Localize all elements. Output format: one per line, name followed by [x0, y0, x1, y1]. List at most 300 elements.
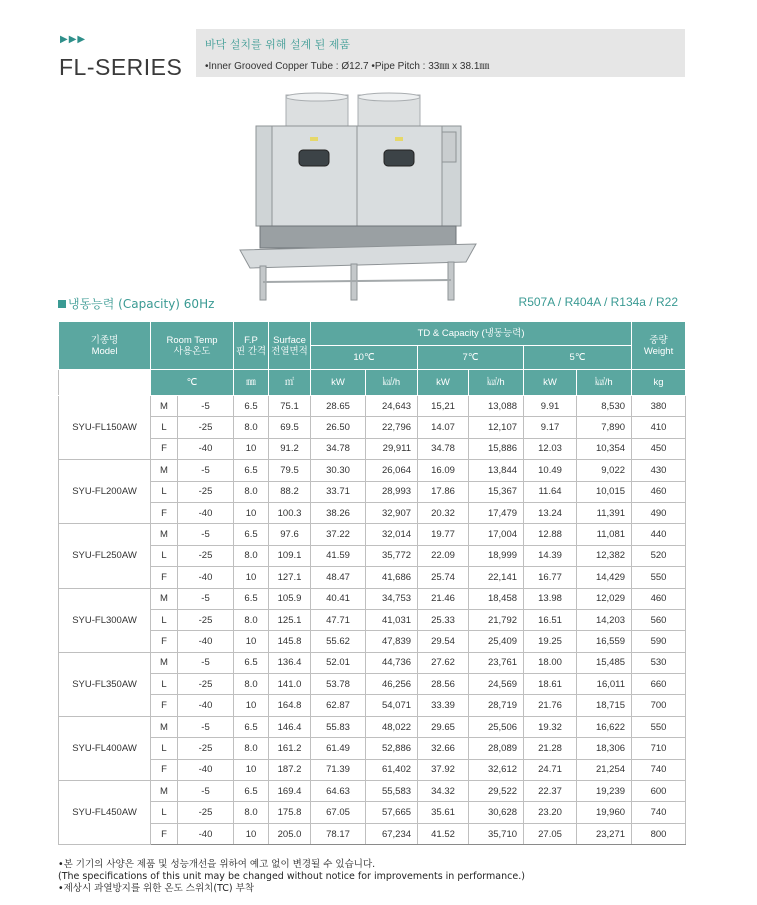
kw10-cell: 47.71 — [311, 609, 366, 630]
temp-cell: -5 — [178, 396, 234, 417]
model-name-cell: SYU-FL200AW — [59, 460, 151, 524]
sight-window-left — [299, 150, 329, 166]
series-title: FL-SERIES — [59, 54, 183, 80]
kw5-cell: 19.25 — [524, 631, 577, 652]
note-2: (The specifications of this unit may be changed without notice for improvements in performance.) — [58, 871, 525, 882]
kw5-cell: 14.39 — [524, 545, 577, 566]
weight-cell: 550 — [632, 567, 686, 588]
unit-kg: kg — [632, 370, 686, 396]
kw5-cell: 24.71 — [524, 759, 577, 780]
type-cell: F — [151, 438, 178, 459]
table-row — [59, 759, 686, 780]
kw7-cell: 34.32 — [418, 781, 469, 802]
temp-cell: -40 — [178, 759, 234, 780]
weight-cell: 530 — [632, 652, 686, 673]
footnotes — [58, 859, 525, 895]
kcal10-cell: 61,402 — [366, 759, 418, 780]
unit-mm: ㎜ — [234, 370, 269, 396]
kcal5-cell: 18,306 — [577, 738, 632, 759]
col-room-temp: Room Temp 사용온도 — [151, 322, 234, 370]
kw10-cell: 62.87 — [311, 695, 366, 716]
kw7-cell: 16.09 — [418, 460, 469, 481]
table-row — [59, 823, 686, 844]
surface-cell: 187.2 — [269, 759, 311, 780]
surface-cell: 100.3 — [269, 502, 311, 523]
unit-kw-5: kW — [524, 370, 577, 396]
weight-cell: 460 — [632, 481, 686, 502]
kcal5-cell: 11,081 — [577, 524, 632, 545]
kw5-cell: 12.03 — [524, 438, 577, 459]
kcal10-cell: 28,993 — [366, 481, 418, 502]
kw5-cell: 11.64 — [524, 481, 577, 502]
kcal5-cell: 8,530 — [577, 396, 632, 417]
col-surface: Surface 전열면적 — [269, 322, 311, 370]
unit-m2: ㎡ — [269, 370, 311, 396]
type-cell: F — [151, 695, 178, 716]
temp-cell: -5 — [178, 781, 234, 802]
col-td-capacity: TD & Capacity (냉동능력) — [311, 322, 632, 346]
type-cell: L — [151, 738, 178, 759]
kw7-cell: 14.07 — [418, 417, 469, 438]
unit-kw-7: kW — [418, 370, 469, 396]
temp-cell: -40 — [178, 631, 234, 652]
weight-cell: 740 — [632, 759, 686, 780]
kcal5-cell: 19,239 — [577, 781, 632, 802]
kcal10-cell: 41,031 — [366, 609, 418, 630]
note-3: •제상시 과열방지를 위한 온도 스위치(TC) 부착 — [58, 883, 255, 894]
fp-cell: 8.0 — [234, 802, 269, 823]
model-name-cell: SYU-FL350AW — [59, 652, 151, 716]
kw5-cell: 12.88 — [524, 524, 577, 545]
kw5-cell: 16.77 — [524, 567, 577, 588]
surface-cell: 145.8 — [269, 631, 311, 652]
temp-cell: -25 — [178, 545, 234, 566]
fan-housing-right — [358, 93, 420, 131]
col-td10: 10℃ — [311, 346, 418, 370]
weight-cell: 440 — [632, 524, 686, 545]
kcal10-cell: 32,014 — [366, 524, 418, 545]
kw10-cell: 40.41 — [311, 588, 366, 609]
control-box — [442, 132, 456, 162]
kw5-cell: 9.17 — [524, 417, 577, 438]
kw10-cell: 78.17 — [311, 823, 366, 844]
kcal7-cell: 22,141 — [469, 567, 524, 588]
table-row — [59, 652, 686, 673]
kcal10-cell: 52,886 — [366, 738, 418, 759]
surface-cell: 164.8 — [269, 695, 311, 716]
fp-cell: 10 — [234, 567, 269, 588]
surface-cell: 127.1 — [269, 567, 311, 588]
kw7-cell: 25.74 — [418, 567, 469, 588]
kcal5-cell: 11,391 — [577, 502, 632, 523]
temp-cell: -25 — [178, 738, 234, 759]
kw7-cell: 34.78 — [418, 438, 469, 459]
table-row — [59, 545, 686, 566]
table-row — [59, 396, 686, 417]
kw10-cell: 67.05 — [311, 802, 366, 823]
kcal7-cell: 32,612 — [469, 759, 524, 780]
kcal5-cell: 9,022 — [577, 460, 632, 481]
unit-kcal-5: ㎉/h — [577, 370, 632, 396]
kw7-cell: 37.92 — [418, 759, 469, 780]
kw5-cell: 13.98 — [524, 588, 577, 609]
fp-cell: 8.0 — [234, 738, 269, 759]
temp-cell: -5 — [178, 460, 234, 481]
kw10-cell: 55.62 — [311, 631, 366, 652]
kcal5-cell: 21,254 — [577, 759, 632, 780]
kcal5-cell: 12,029 — [577, 588, 632, 609]
surface-cell: 161.2 — [269, 738, 311, 759]
kw5-cell: 22.37 — [524, 781, 577, 802]
kcal10-cell: 54,071 — [366, 695, 418, 716]
type-cell: F — [151, 631, 178, 652]
kw10-cell: 41.59 — [311, 545, 366, 566]
fp-cell: 8.0 — [234, 481, 269, 502]
col-weight: 중량 Weight — [632, 322, 686, 370]
unit-blank — [59, 370, 151, 396]
surface-cell: 205.0 — [269, 823, 311, 844]
kcal10-cell: 55,583 — [366, 781, 418, 802]
model-name-cell: SYU-FL450AW — [59, 781, 151, 845]
kw5-cell: 9.91 — [524, 396, 577, 417]
temp-cell: -5 — [178, 524, 234, 545]
kcal10-cell: 24,643 — [366, 396, 418, 417]
table-row — [59, 631, 686, 652]
kcal7-cell: 29,522 — [469, 781, 524, 802]
surface-cell: 146.4 — [269, 716, 311, 737]
kcal7-cell: 21,792 — [469, 609, 524, 630]
weight-cell: 460 — [632, 588, 686, 609]
kcal7-cell: 17,004 — [469, 524, 524, 545]
kw5-cell: 18.00 — [524, 652, 577, 673]
kw7-cell: 19.77 — [418, 524, 469, 545]
kw10-cell: 61.49 — [311, 738, 366, 759]
weight-cell: 560 — [632, 609, 686, 630]
kcal7-cell: 24,569 — [469, 674, 524, 695]
surface-cell: 97.6 — [269, 524, 311, 545]
kcal10-cell: 32,907 — [366, 502, 418, 523]
kw10-cell: 64.63 — [311, 781, 366, 802]
kw10-cell: 37.22 — [311, 524, 366, 545]
kw7-cell: 15,21 — [418, 396, 469, 417]
kw10-cell: 34.78 — [311, 438, 366, 459]
weight-cell: 600 — [632, 781, 686, 802]
fp-cell: 10 — [234, 695, 269, 716]
surface-cell: 136.4 — [269, 652, 311, 673]
type-cell: L — [151, 417, 178, 438]
weight-cell: 430 — [632, 460, 686, 481]
table-row — [59, 588, 686, 609]
type-cell: F — [151, 759, 178, 780]
type-cell: L — [151, 481, 178, 502]
type-cell: M — [151, 652, 178, 673]
kw10-cell: 53.78 — [311, 674, 366, 695]
kcal7-cell: 13,844 — [469, 460, 524, 481]
table-row — [59, 524, 686, 545]
note-1: •본 기기의 사양은 제품 및 성능개선을 위하여 예고 없이 변경될 수 있습니다. — [58, 859, 376, 870]
kcal7-cell: 18,458 — [469, 588, 524, 609]
type-cell: L — [151, 545, 178, 566]
type-cell: L — [151, 802, 178, 823]
temp-cell: -25 — [178, 481, 234, 502]
kcal5-cell: 19,960 — [577, 802, 632, 823]
kw5-cell: 16.51 — [524, 609, 577, 630]
kw10-cell: 55.83 — [311, 716, 366, 737]
product-photo — [238, 92, 478, 302]
fp-cell: 6.5 — [234, 460, 269, 481]
kw5-cell: 23.20 — [524, 802, 577, 823]
kw7-cell: 33.39 — [418, 695, 469, 716]
kcal5-cell: 10,015 — [577, 481, 632, 502]
col-model: 기종명 Model — [59, 322, 151, 370]
sight-window-right — [384, 150, 414, 166]
kw7-cell: 20.32 — [418, 502, 469, 523]
kcal10-cell: 26,064 — [366, 460, 418, 481]
kcal5-cell: 16,011 — [577, 674, 632, 695]
kw5-cell: 19.32 — [524, 716, 577, 737]
fp-cell: 8.0 — [234, 545, 269, 566]
surface-cell: 79.5 — [269, 460, 311, 481]
square-bullet-icon — [58, 300, 66, 308]
kw5-cell: 27.05 — [524, 823, 577, 844]
kcal5-cell: 18,715 — [577, 695, 632, 716]
kcal7-cell: 28,089 — [469, 738, 524, 759]
type-cell: M — [151, 460, 178, 481]
unit-temp: ℃ — [151, 370, 234, 396]
temp-cell: -5 — [178, 652, 234, 673]
kcal7-cell: 18,999 — [469, 545, 524, 566]
kcal7-cell: 17,479 — [469, 502, 524, 523]
unit-kw-10: kW — [311, 370, 366, 396]
type-cell: L — [151, 674, 178, 695]
table-row — [59, 502, 686, 523]
fp-cell: 8.0 — [234, 674, 269, 695]
weight-cell: 800 — [632, 823, 686, 844]
kcal10-cell: 48,022 — [366, 716, 418, 737]
kw10-cell: 38.26 — [311, 502, 366, 523]
kw10-cell: 48.47 — [311, 567, 366, 588]
table-row — [59, 481, 686, 502]
kcal7-cell: 13,088 — [469, 396, 524, 417]
weight-cell: 660 — [632, 674, 686, 695]
kw7-cell: 29.54 — [418, 631, 469, 652]
kcal10-cell: 22,796 — [366, 417, 418, 438]
kw7-cell: 41.52 — [418, 823, 469, 844]
kcal7-cell: 30,628 — [469, 802, 524, 823]
fp-cell: 6.5 — [234, 524, 269, 545]
surface-cell: 125.1 — [269, 609, 311, 630]
kw10-cell: 30.30 — [311, 460, 366, 481]
temp-cell: -25 — [178, 674, 234, 695]
temp-cell: -40 — [178, 502, 234, 523]
weight-cell: 410 — [632, 417, 686, 438]
surface-cell: 105.9 — [269, 588, 311, 609]
kw10-cell: 28.65 — [311, 396, 366, 417]
surface-cell: 69.5 — [269, 417, 311, 438]
fp-cell: 6.5 — [234, 652, 269, 673]
type-cell: M — [151, 781, 178, 802]
type-cell: M — [151, 716, 178, 737]
kw7-cell: 32.66 — [418, 738, 469, 759]
header-description-box — [196, 29, 685, 77]
weight-cell: 490 — [632, 502, 686, 523]
kcal10-cell: 34,753 — [366, 588, 418, 609]
kcal7-cell: 25,506 — [469, 716, 524, 737]
temp-cell: -25 — [178, 609, 234, 630]
weight-cell: 380 — [632, 396, 686, 417]
table-row — [59, 674, 686, 695]
kcal5-cell: 14,429 — [577, 567, 632, 588]
model-name-cell: SYU-FL300AW — [59, 588, 151, 652]
table-row — [59, 716, 686, 737]
surface-cell: 91.2 — [269, 438, 311, 459]
temp-cell: -25 — [178, 802, 234, 823]
kcal5-cell: 12,382 — [577, 545, 632, 566]
kw5-cell: 21.76 — [524, 695, 577, 716]
temp-cell: -5 — [178, 716, 234, 737]
kw5-cell: 10.49 — [524, 460, 577, 481]
kw7-cell: 25.33 — [418, 609, 469, 630]
weight-cell: 740 — [632, 802, 686, 823]
type-cell: M — [151, 588, 178, 609]
kw7-cell: 29.65 — [418, 716, 469, 737]
weight-cell: 520 — [632, 545, 686, 566]
kcal5-cell: 15,485 — [577, 652, 632, 673]
kcal7-cell: 28,719 — [469, 695, 524, 716]
fp-cell: 10 — [234, 502, 269, 523]
kw5-cell: 13.24 — [524, 502, 577, 523]
kcal7-cell: 35,710 — [469, 823, 524, 844]
capacity-title-text: 냉동능력 (Capacity) 60Hz — [68, 297, 215, 311]
fp-cell: 8.0 — [234, 417, 269, 438]
table-row — [59, 609, 686, 630]
surface-cell: 109.1 — [269, 545, 311, 566]
surface-cell: 88.2 — [269, 481, 311, 502]
weight-cell: 550 — [632, 716, 686, 737]
kw5-cell: 21.28 — [524, 738, 577, 759]
kcal10-cell: 46,256 — [366, 674, 418, 695]
kcal5-cell: 10,354 — [577, 438, 632, 459]
table-row — [59, 460, 686, 481]
fp-cell: 8.0 — [234, 609, 269, 630]
unit-kcal-7: ㎉/h — [469, 370, 524, 396]
kcal5-cell: 14,203 — [577, 609, 632, 630]
kw10-cell: 26.50 — [311, 417, 366, 438]
kcal5-cell: 23,271 — [577, 823, 632, 844]
weight-cell: 590 — [632, 631, 686, 652]
kcal10-cell: 57,665 — [366, 802, 418, 823]
temp-cell: -25 — [178, 417, 234, 438]
temp-cell: -5 — [178, 588, 234, 609]
table-row — [59, 695, 686, 716]
kcal5-cell: 16,559 — [577, 631, 632, 652]
type-cell: L — [151, 609, 178, 630]
fp-cell: 10 — [234, 759, 269, 780]
kcal10-cell: 41,686 — [366, 567, 418, 588]
kw10-cell: 71.39 — [311, 759, 366, 780]
fp-cell: 10 — [234, 438, 269, 459]
capacity-table — [58, 321, 686, 845]
kcal10-cell: 29,911 — [366, 438, 418, 459]
fan-housing-left — [286, 93, 348, 131]
kcal5-cell: 16,622 — [577, 716, 632, 737]
arrows-decoration: ▶▶▶ — [60, 34, 87, 45]
tube-spec-line: •Inner Grooved Copper Tube : Ø12.7 •Pipe Pitch : 33㎜ x 38.1㎜ — [205, 61, 490, 72]
temp-cell: -40 — [178, 567, 234, 588]
kw10-cell: 52.01 — [311, 652, 366, 673]
col-fp: F.P 핀 간격 — [234, 322, 269, 370]
refrigerant-list: R507A / R404A / R134a / R22 — [518, 295, 678, 309]
type-cell: F — [151, 567, 178, 588]
temp-cell: -40 — [178, 695, 234, 716]
kcal10-cell: 35,772 — [366, 545, 418, 566]
col-td7: 7℃ — [418, 346, 524, 370]
kcal7-cell: 15,367 — [469, 481, 524, 502]
unit-kcal-10: ㎉/h — [366, 370, 418, 396]
kcal10-cell: 67,234 — [366, 823, 418, 844]
korean-description: 바닥 설치를 위해 설계 된 제품 — [205, 38, 350, 51]
type-cell: F — [151, 502, 178, 523]
model-name-cell: SYU-FL150AW — [59, 396, 151, 460]
weight-cell: 710 — [632, 738, 686, 759]
kw7-cell: 28.56 — [418, 674, 469, 695]
table-row — [59, 438, 686, 459]
table-row — [59, 567, 686, 588]
kcal10-cell: 44,736 — [366, 652, 418, 673]
kw7-cell: 17.86 — [418, 481, 469, 502]
kw7-cell: 27.62 — [418, 652, 469, 673]
kcal7-cell: 25,409 — [469, 631, 524, 652]
surface-cell: 75.1 — [269, 396, 311, 417]
table-body — [59, 396, 686, 845]
weight-cell: 700 — [632, 695, 686, 716]
surface-cell: 169.4 — [269, 781, 311, 802]
fp-cell: 6.5 — [234, 588, 269, 609]
table-row — [59, 738, 686, 759]
type-cell: M — [151, 396, 178, 417]
col-td5: 5℃ — [524, 346, 632, 370]
fp-cell: 6.5 — [234, 716, 269, 737]
type-cell: F — [151, 823, 178, 844]
kw5-cell: 18.61 — [524, 674, 577, 695]
fp-cell: 6.5 — [234, 781, 269, 802]
kw10-cell: 33.71 — [311, 481, 366, 502]
temp-cell: -40 — [178, 823, 234, 844]
kcal7-cell: 12,107 — [469, 417, 524, 438]
kcal7-cell: 23,761 — [469, 652, 524, 673]
kcal5-cell: 7,890 — [577, 417, 632, 438]
kw7-cell: 35.61 — [418, 802, 469, 823]
surface-cell: 175.8 — [269, 802, 311, 823]
temp-cell: -40 — [178, 438, 234, 459]
type-cell: M — [151, 524, 178, 545]
fp-cell: 6.5 — [234, 396, 269, 417]
kcal10-cell: 47,839 — [366, 631, 418, 652]
fp-cell: 10 — [234, 631, 269, 652]
kw7-cell: 21.46 — [418, 588, 469, 609]
surface-cell: 141.0 — [269, 674, 311, 695]
capacity-title — [58, 295, 214, 312]
kcal7-cell: 15,886 — [469, 438, 524, 459]
model-name-cell: SYU-FL400AW — [59, 716, 151, 780]
fp-cell: 10 — [234, 823, 269, 844]
table-row — [59, 781, 686, 802]
kw7-cell: 22.09 — [418, 545, 469, 566]
model-name-cell: SYU-FL250AW — [59, 524, 151, 588]
table-row — [59, 417, 686, 438]
table-row — [59, 802, 686, 823]
weight-cell: 450 — [632, 438, 686, 459]
